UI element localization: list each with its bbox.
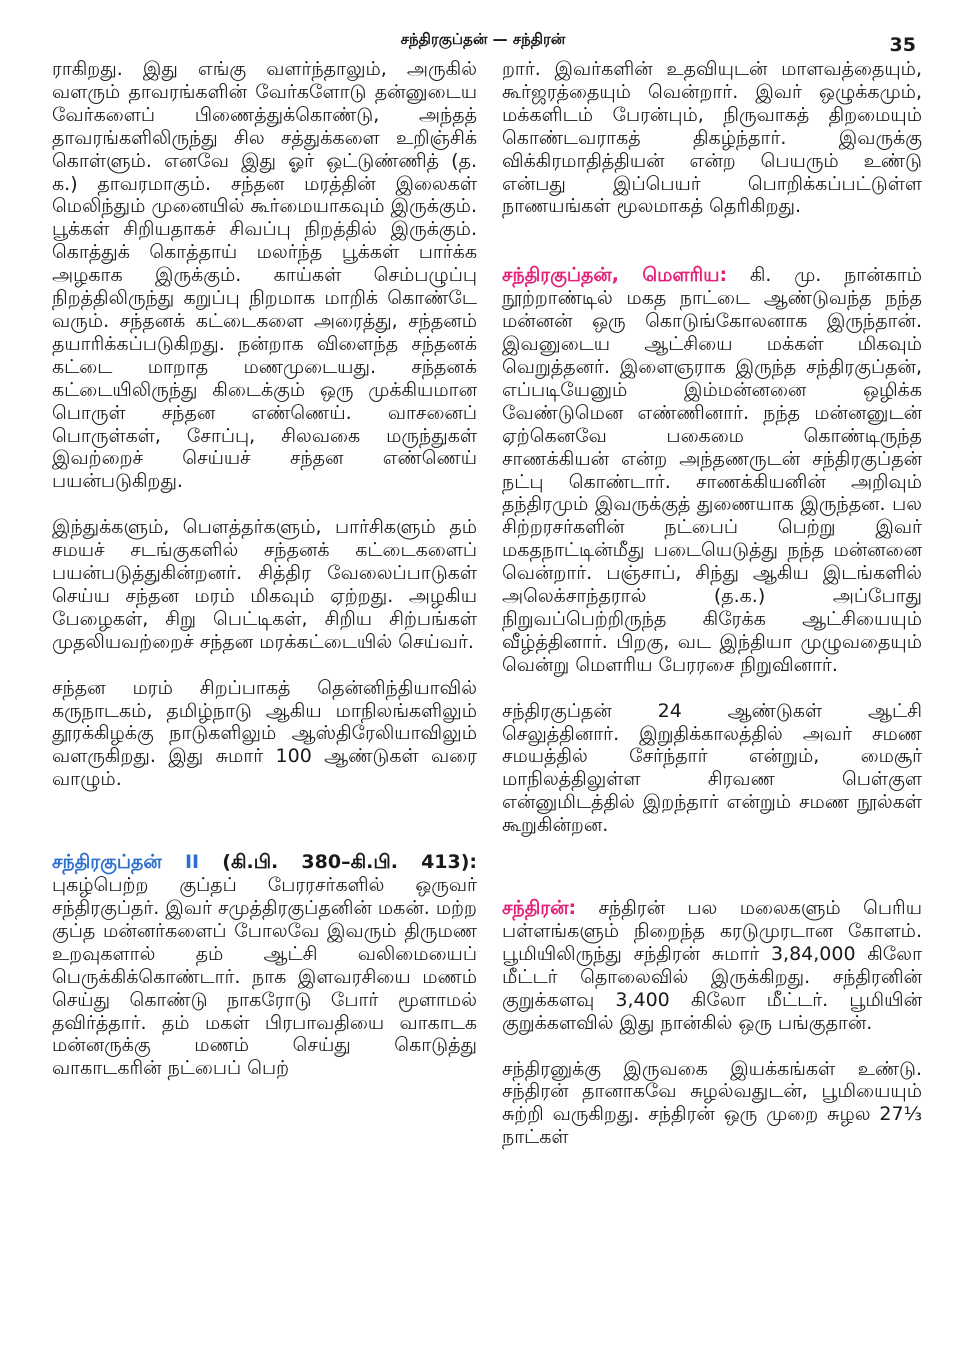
- sandalwood-paragraph-3: சந்தன மரம் சிறப்பாகத் தென்னிந்தியாவில் கருநாடகம், தமிழ்நாடு ஆகிய மாநிலங்களிலும் தூரக்கிழக்கு நாடுகளிலும் ஆஸ்திரேலியாவிலும் வளருகிறது. இது சுமார் 100 ஆண்டுகள் வரை வாழும்.: [52, 676, 477, 791]
- chandragupta-maurya-entry: [502, 264, 922, 676]
- running-title: சந்திரகுப்தன் — சந்திரன்: [400, 30, 566, 48]
- moon-body: சந்திரன் பல மலைகளும் பெரிய பள்ளங்களும் நிறைந்த கரடுமுரடான கோளம். பூமியிலிருந்து சந்திரன் சுமார் 3,84,000 கிலோ மீட்டர் தொலைவில் இருக்கிறது. சந்திரனின் குறுக்களவு 3,400 கிலோ மீட்டர். பூமியின் குறுக்களவில் இது நான்கில் ஒரு பங்குதான்.: [502, 897, 922, 1034]
- chandragupta-ii-dates: (கி.பி. 380–கி.பி. 413):: [199, 851, 478, 874]
- moon-heading: சந்திரன்:: [502, 897, 577, 920]
- chandragupta-maurya-heading: சந்திரகுப்தன், மௌரிய:: [502, 264, 728, 287]
- chandragupta-ii-body: புகழ்பெற்ற குப்தப் பேரரசர்களில் ஒருவர் சந்திரகுப்தர். இவர் சமுத்திரகுப்தனின் மகன். மற்ற குப்த மன்னர்களைப் போலவே இவரும் திருமண உறவுகளால் தம் ஆட்சி வலிமையைப் பெருக்கிக்கொண்டார். நாக இளவரசியை மணம் செய்து கொண்டு நாகரோடு போர் மூளாமல் தவிர்த்தார். தம் மகள் பிரபாவதியை வாகாடக மன்னருக்கு மணம் செய்து கொடுத்து வாகாடகரின் நட்பைப் பெற்: [52, 874, 477, 1080]
- right-column: [502, 58, 922, 1149]
- moon-entry: [502, 897, 922, 1034]
- left-column: [52, 58, 477, 1080]
- chandragupta-ii-entry: [52, 851, 477, 1080]
- sandalwood-paragraph-1: ராகிறது. இது எங்கு வளர்ந்தாலும், அருகில் வளரும் தாவரங்களின் வேர்களோடு தன்னுடைய வேர்களைப் பிணைத்துக்கொண்டு, அந்தத் தாவரங்களிலிருந்து சில சத்துக்களை உறிஞ்சிக் கொள்ளும். எனவே இது ஓர் ஒட்டுண்ணித் (த. க.) தாவரமாகும். சந்தன மரத்தின் இலைகள் மெலிந்தும் முனையில் கூர்மையாகவும் இருக்கும். பூக்கள் சிறியதாகச் சிவப்பு நிறத்தில் இருக்கும். கொத்துக் கொத்தாய் மலர்ந்த பூக்கள் பார்க்க அழகாக இருக்கும். காய்கள் செம்பழுப்பு நிறத்திலிருந்து கறுப்பு நிறமாக மாறிக் கொண்டே வரும். சந்தனக் கட்டைகளை அரைத்து, சந்தனம் தயாரிக்கப்படுகிறது. நன்றாக விளைந்த சந்தனக் கட்டை மாறாத மணமுடையது. சந்தனக் கட்டையிலிருந்து கிடைக்கும் ஒரு முக்கியமான பொருள் சந்தன எண்ணெய். வாசனைப் பொருள்கள், சோப்பு, சிலவகை மருந்துகள் இவற்றைச் செய்யச் சந்தன எண்ணெய் பயன்படுகிறது.: [52, 58, 477, 493]
- chandragupta-maurya-heading-tail: கி. மு.: [727, 264, 822, 287]
- page-number: 35: [889, 34, 916, 56]
- chandragupta-ii-continuation: றார். இவர்களின் உதவியுடன் மாளவத்தையும், கூர்ஜரத்தையும் வென்றார். இவர் ஒழுக்கமும், மக்களிடம் பேரன்பும், நிருவாகத் திறமையும் கொண்டவராகத் திகழ்ந்தார். இவருக்கு விக்கிரமாதித்தியன் என்ற பெயரும் உண்டு என்பது இப்பெயர் பொறிக்கப்பட்டுள்ள நாணயங்கள் மூலமாகத் தெரிகிறது.: [502, 58, 922, 218]
- sandalwood-paragraph-2: இந்துக்களும், பௌத்தர்களும், பார்சிகளும் தம் சமயச் சடங்குகளில் சந்தனக் கட்டைகளைப் பயன்படுத்துகின்றனர். சித்திர வேலைப்பாடுகள் செய்ய சந்தன மரம் மிகவும் ஏற்றது. அழகிய பேழைகள், சிறு பெட்டிகள், சிறிய சிற்பங்கள் முதலியவற்றைச் சந்தன மரக்கட்டையில் செய்வர்.: [52, 516, 477, 653]
- chandragupta-ii-heading: சந்திரகுப்தன் II: [52, 851, 200, 874]
- moon-paragraph-2: சந்திரனுக்கு இருவகை இயக்கங்கள் உண்டு. சந்திரன் தானாகவே சுழல்வதுடன், பூமியையும் சுற்றி வருகிறது. சந்திரன் ஒரு முறை சுழல 27⅓ நாட்கள்: [502, 1057, 922, 1149]
- chandragupta-maurya-body: நான்காம் நூற்றாண்டில் மகத நாட்டை ஆண்டுவந்த நந்த மன்னன் ஒரு கொடுங்கோலனாக இருந்தான். இவனுடைய ஆட்சியை மக்கள் மிகவும் வெறுத்தனர். இளைஞராக இருந்த சந்திரகுப்தன், எப்படியேனும் இம்மன்னனை ஒழிக்க வேண்டுமென எண்ணினார். நந்த மன்னனுடன் ஏற்கெனவே பகைமை கொண்டிருந்த சாணக்கியன் என்ற அந்தணருடன் சந்திரகுப்தன் நட்பு கொண்டார். சாணக்கியனின் அறிவும் தந்திரமும் இவருக்குத் துணையாக இருந்தன. பல சிற்றரசர்களின் நட்பைப் பெற்று இவர் மகதநாட்டின்மீது படையெடுத்து நந்த மன்னனை வென்றார். பஞ்சாப், சிந்து ஆகிய இடங்களில் அலெக்சாந்தரால் (த.க.) அப்போது நிறுவப்பெற்றிருந்த கிரேக்க ஆட்சியையும் வீழ்த்தினார். பிறகு, வட இந்தியா முழுவதையும் வென்று மௌரிய பேரரசை நிறுவினார்.: [502, 264, 922, 676]
- chandragupta-maurya-paragraph-2: சந்திரகுப்தன் 24 ஆண்டுகள் ஆட்சி செலுத்தினார். இறுதிக்காலத்தில் அவர் சமண சமயத்தில் சேர்ந்தார் என்றும், மைசூர் மாநிலத்திலுள்ள சிரவண பெள்குள என்னுமிடத்தில் இறந்தார் என்றும் சமண நூல்கள் கூறுகின்றன.: [502, 699, 922, 837]
